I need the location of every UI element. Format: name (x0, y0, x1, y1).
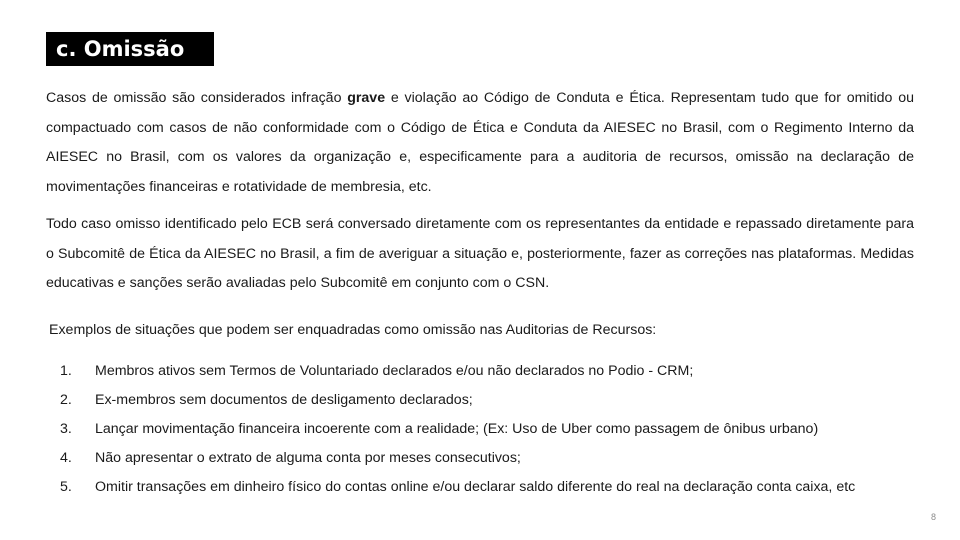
paragraph-omission-definition (46, 84, 914, 202)
list-item-text: Membros ativos sem Termos de Voluntariado declarados e/ou não declarados no Podio - CRM; (95, 363, 694, 379)
paragraph-text-before-bold: Casos de omissão são considerados infração (46, 90, 348, 106)
list-item-number: 1. (60, 363, 72, 379)
list-item-number: 5. (60, 479, 72, 495)
section-title: c. Omissão (46, 32, 214, 66)
bold-word-grave: grave (347, 90, 386, 106)
list-item (60, 473, 940, 502)
page-number: 8 (930, 512, 936, 522)
list-item-text: Ex-membros sem documentos de desligamento declarados; (95, 392, 473, 408)
examples-intro: Exemplos de situações que podem ser enquadradas como omissão nas Auditorias de Recursos: (49, 322, 657, 338)
list-item-text: Lançar movimentação financeira incoerente com a realidade; (Ex: Uso de Uber como passagem de ônibus urbano) (95, 421, 819, 437)
paragraph-omission-handling: Todo caso omisso identificado pelo ECB será conversado diretamente com os representantes da entidade e repassado diretamente para o Subcomitê de Ética da AIESEC no Brasil, a fim de averiguar a situação e, posteriormente, fazer as correções nas plataformas. Medidas educativas e sanções serão avaliadas pelo Subcomitê em conjunto com o CSN. (46, 216, 914, 291)
list-item (60, 415, 940, 444)
examples-list (60, 357, 940, 502)
list-item-text: Omitir transações em dinheiro físico do contas online e/ou declarar saldo diferente do real na declaração conta caixa, etc (95, 479, 856, 495)
list-item (60, 357, 940, 386)
list-item-number: 3. (60, 421, 72, 437)
list-item-text: Não apresentar o extrato de alguma conta por meses consecutivos; (95, 450, 521, 466)
list-item (60, 386, 940, 415)
paragraph-text-after-bold: e violação ao Código de Conduta e Ética. Representam tudo que for omitido ou compactuado com casos de não conformidade com o Código de Ética e Conduta da AIESEC no Brasil, com o Regimento Interno da AIESEC no Brasil, com os valores da organização e, especificamente para a auditoria de recursos, omissão na declaração de movimentações financeiras e rotatividade de membresia, etc. (46, 90, 914, 195)
list-item-number: 4. (60, 450, 72, 466)
list-item (60, 444, 940, 473)
list-item-number: 2. (60, 392, 72, 408)
